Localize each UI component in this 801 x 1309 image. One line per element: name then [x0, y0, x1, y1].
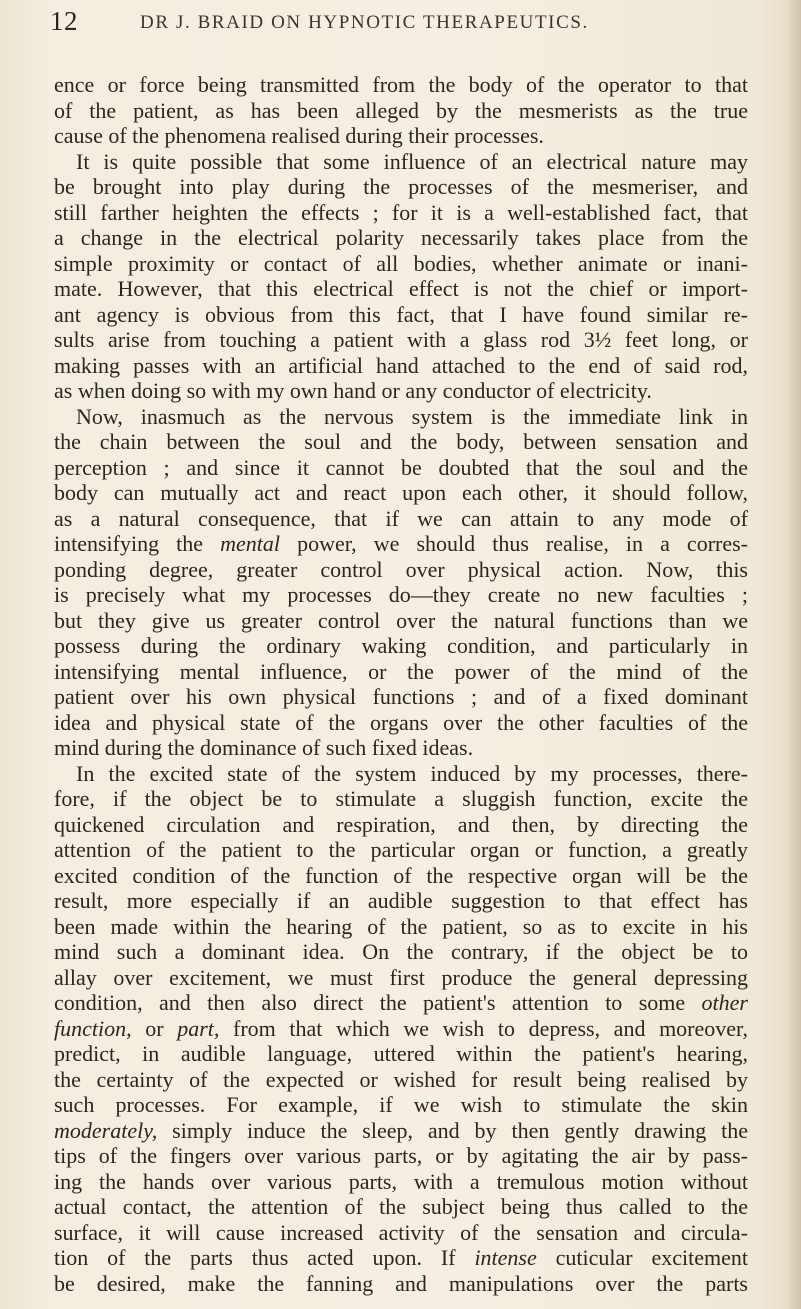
- text-line: of the patient, as has been alleged by the mesmerists as the true: [54, 97, 748, 123]
- text-line: perception ; and since it cannot be doubted that the soul and the: [54, 454, 748, 480]
- text-line: be desired, make the fanning and manipulations over the parts: [54, 1270, 748, 1296]
- text-line: the certainty of the expected or wished for result being realised by: [54, 1066, 748, 1092]
- text-line: quickened circulation and respiration, and then, by directing the: [54, 811, 748, 837]
- text-line: intensifying the mental power, we should thus realise, in a corres-: [54, 531, 749, 556]
- text-line: body can mutually act and react upon each other, it should follow,: [54, 480, 748, 505]
- text-line: idea and physical state of the organs over the other faculties of the: [54, 709, 748, 735]
- text-line: as when doing so with my own hand or any conductor of electricity.: [54, 378, 652, 403]
- text-line: be brought into play during the processes of the mesmeriser, and: [54, 174, 748, 199]
- text-line: making passes with an artificial hand attached to the end of said rod,: [54, 352, 748, 378]
- text-line: surface, it will cause increased activity of the sensation and circula-: [54, 1219, 748, 1245]
- text-line: simple proximity or contact of all bodies, whether animate or inani-: [54, 250, 748, 276]
- page-header: [50, 6, 750, 46]
- text-line: intensifying mental influence, or the power of the mind of the: [54, 658, 748, 684]
- text-line: ing the hands over various parts, with a tremulous motion without: [54, 1168, 748, 1194]
- text-line: result, more especially if an audible suggestion to that effect has: [54, 888, 748, 913]
- text-line: a change in the electrical polarity necessarily takes place from the: [54, 225, 748, 250]
- text-line: mind such a dominant idea. On the contrary, if the object be to: [54, 939, 748, 964]
- page-edge-shadow: [787, 0, 801, 1309]
- text-line: possess during the ordinary waking condition, and particularly in: [54, 633, 748, 658]
- text-line: ence or force being transmitted from the body of the operator to that: [54, 72, 748, 97]
- text-line: as a natural consequence, that if we can attain to any mode of: [54, 505, 748, 531]
- text-line: Now, inasmuch as the nervous system is the immediate link in: [76, 403, 748, 429]
- text-line: excited condition of the function of the respective organ will be the: [54, 862, 748, 888]
- text-line: predict, in audible language, uttered within the patient's hearing,: [54, 1041, 748, 1066]
- text-line: tion of the parts thus acted upon. If intense cuticular excitement: [54, 1245, 748, 1270]
- text-line: such processes. For example, if we wish to stimulate the skin: [54, 1092, 748, 1117]
- text-line: but they give us greater control over the natural functions than we: [54, 607, 748, 633]
- text-line: patient over his own physical functions ; and of a fixed dominant: [54, 684, 748, 709]
- text-line: still farther heighten the effects ; for it is a well-established fact, that: [54, 199, 748, 225]
- text-line: In the excited state of the system induced by my processes, there-: [76, 760, 748, 786]
- text-line: allay over excitement, we must first produce the general depressing: [54, 964, 748, 990]
- text-line: actual contact, the attention of the subject being thus called to the: [54, 1194, 748, 1219]
- text-line: moderately, simply induce the sleep, and by then gently drawing the: [54, 1117, 748, 1143]
- text-line: mate. However, that this electrical effect is not the chief or import-: [54, 276, 748, 301]
- text-line: is precisely what my processes do—they create no new faculties ;: [54, 582, 748, 607]
- text-line: attention of the patient to the particular organ or function, a greatly: [54, 837, 748, 862]
- text-line: ant agency is obvious from this fact, that I have found similar re-: [54, 301, 748, 327]
- text-line: mind during the dominance of such fixed ideas.: [54, 735, 474, 760]
- text-line: ponding degree, greater control over physical action. Now, this: [54, 556, 748, 582]
- running-head: DR J. BRAID ON HYPNOTIC THERAPEUTICS.: [140, 12, 589, 33]
- page-number: 12: [50, 6, 78, 36]
- text-line: condition, and then also direct the patient's attention to some other: [54, 990, 748, 1015]
- text-line: tips of the fingers over various parts, or by agitating the air by pass-: [54, 1143, 748, 1168]
- text-line: sults arise from touching a patient with a glass rod 3½ feet long, or: [54, 327, 748, 352]
- text-line: the chain between the soul and the body, between sensation and: [54, 429, 748, 454]
- text-line: fore, if the object be to stimulate a sluggish function, excite the: [54, 786, 748, 811]
- body-text: [54, 72, 748, 1296]
- text-line: cause of the phenomena realised during their processes.: [54, 123, 544, 148]
- text-line: It is quite possible that some influence of an electrical nature may: [76, 148, 748, 174]
- text-line: been made within the hearing of the patient, so as to excite in his: [54, 913, 748, 939]
- text-line: function, or part, from that which we wish to depress, and moreover,: [54, 1015, 748, 1041]
